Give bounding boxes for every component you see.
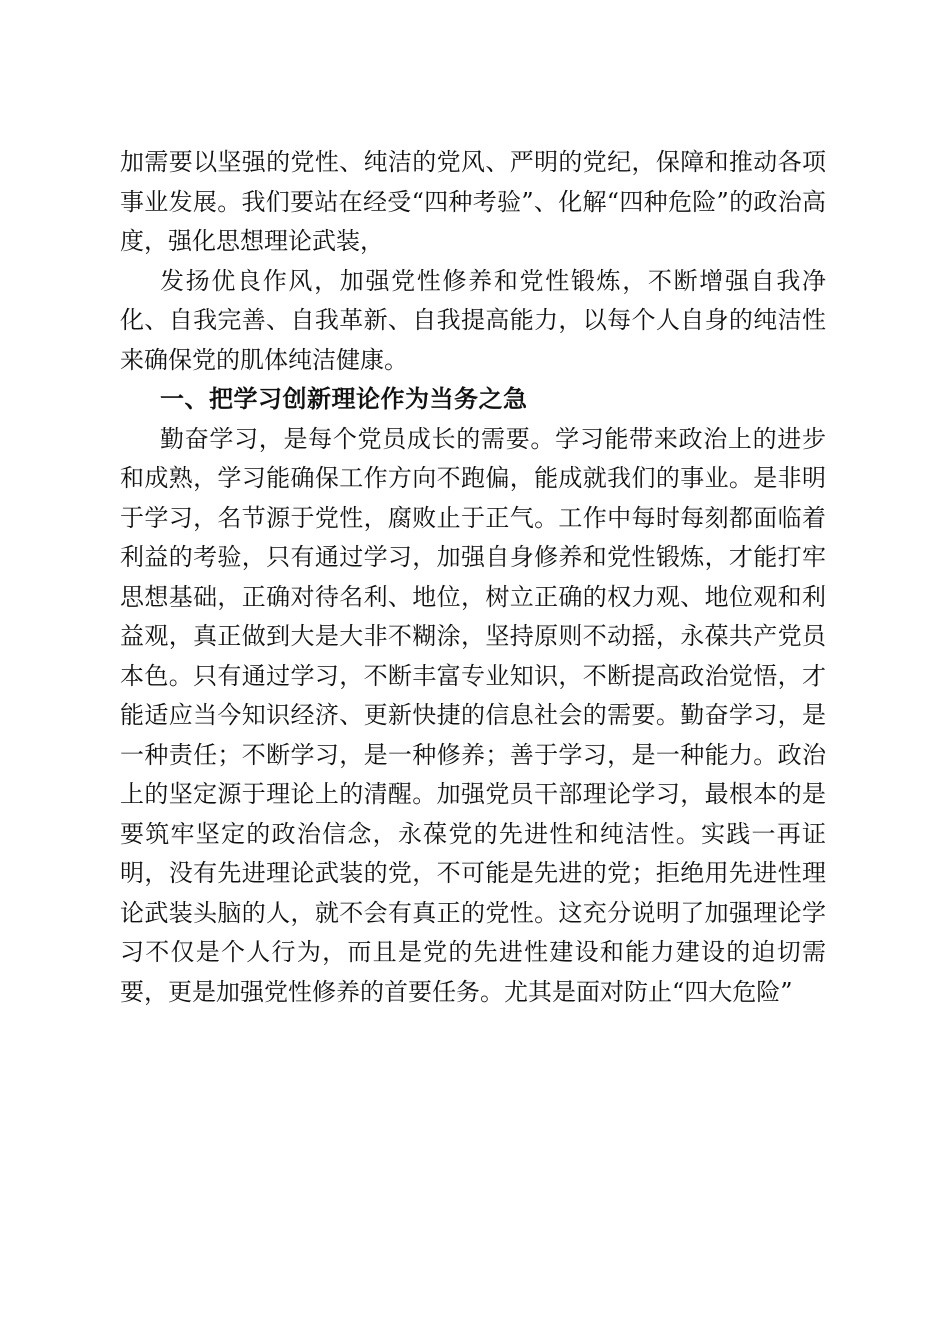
paragraph-3: 勤奋学习，是每个党员成长的需要。学习能带来政治上的进步和成熟，学习能确保工作方向不跑偏，能成就我们的事业。是非明于学习，名节源于党性，腐败止于正气。工作中每时每刻都面临着利益的考验，只有通过学习，加强自身修养和党性锻炼，才能打牢思想基础，正确对待名利、地位，树立正确的权力观、地位观和利益观，真正做到大是大非不糊涂，坚持原则不动摇，永葆共产党员本色。只有通过学习，不断丰富专业知识，不断提高政治觉悟，才能适应当今知识经济、更新快捷的信息社会的需要。勤奋学习，是一种责任；不断学习，是一种修养；善于学习，是一种能力。政治上的坚定源于理论上的清醒。加强党员干部理论学习，最根本的是要筑牢坚定的政治信念，永葆党的先进性和纯洁性。实践一再证明，没有先进理论武装的党，不可能是先进的党；拒绝用先进性理论武装头脑的人，就不会有真正的党性。这充分说明了加强理论学习不仅是个人行为，而且是党的先进性建设和能力建设的迫切需要，更是加强党性修养的首要任务。尤其是面对防止“四大危险” bbox=[120, 424, 826, 1006]
paragraph-2: 发扬优良作风，加强党性修养和党性锻炼，不断增强自我净化、自我完善、自我革新、自我提高能力，以每个人自身的纯洁性来确保党的肌体纯洁健康。 bbox=[120, 266, 826, 374]
document-body bbox=[120, 143, 826, 1012]
paragraph-continued: 加需要以坚强的党性、纯洁的党风、严明的党纪，保障和推动各项事业发展。我们要站在经受“四种考验”、化解“四种危险”的政治高度，强化思想理论武装， bbox=[120, 148, 826, 255]
section-heading-1: 一、把学习创新理论作为当务之急 bbox=[160, 385, 528, 413]
